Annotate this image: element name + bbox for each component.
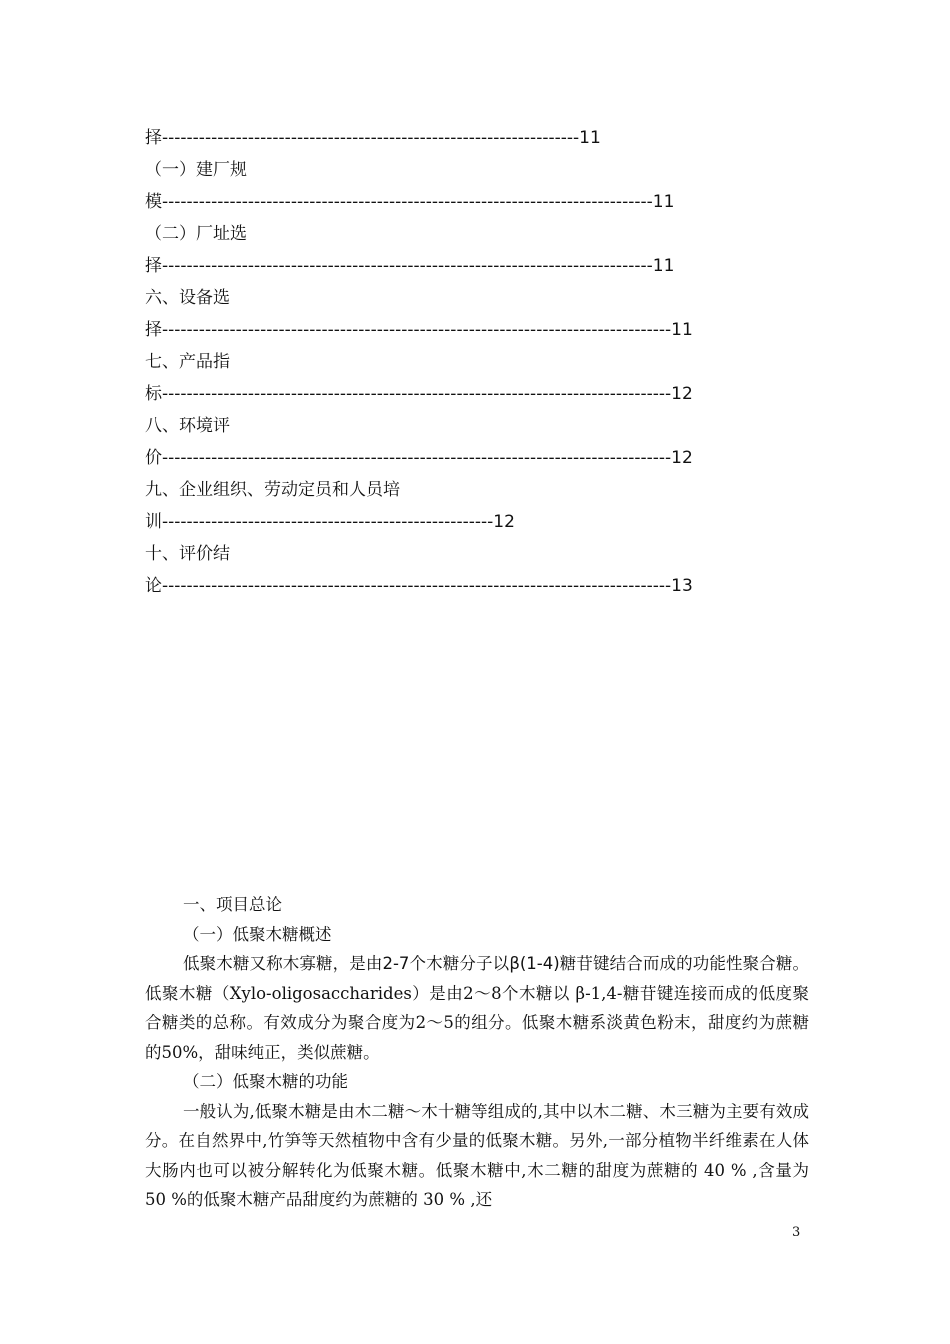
toc-line: 六、设备选 — [145, 288, 230, 308]
paragraph: 低聚木糖又称木寡糖，是由2-7个木糖分子以β(1-4)糖苷键结合而成的功能性聚合糖。 低聚木糖（Xylo-oligosaccharides）是由2～8个木糖以 β-1,4-糖苷键连接而成的低度聚合糖类的总称。有效成分为聚合度为2～5的组分。低聚木糖系淡黄色粉末，甜度约为蔗糖的50%，甜味纯正，类似蔗糖。 — [145, 954, 810, 1062]
paragraph: 一般认为,低聚木糖是由木二糖～木十糖等组成的,其中以木二糖、木三糖为主要有效成分。在自然界中,竹笋等天然植物中含有少量的低聚木糖。另外,一部分植物半纤维素在人体大肠内也可以被分解转化为低聚木糖。低聚木糖中,木二糖的甜度为蔗糖的 40 % ,含量为 50 %的低聚木糖产品甜度约为蔗糖的 30 % ,还 — [145, 1101, 809, 1209]
toc-line: 九、企业组织、劳动定员和人员培 — [145, 480, 400, 500]
toc-line: 择-----------------------------------------------------------------------------------11 — [145, 320, 693, 340]
toc-page-number: 12 — [671, 384, 693, 404]
toc-line: 择--------------------------------------------------------------------------------11 — [145, 256, 675, 276]
toc-line: （一）建厂规 — [145, 160, 247, 180]
toc-line: 七、产品指 — [145, 352, 230, 372]
subsection-heading: （二）低聚木糖的功能 — [183, 1072, 348, 1091]
toc-line: 价-----------------------------------------------------------------------------------12 — [145, 448, 693, 468]
toc-line: 标-----------------------------------------------------------------------------------12 — [145, 384, 693, 404]
toc-page-number: 11 — [671, 320, 693, 340]
toc-page-number: 11 — [579, 128, 601, 148]
toc-page-number: 11 — [652, 256, 675, 276]
toc-line: （二）厂址选 — [145, 224, 247, 244]
toc-page-number: 12 — [671, 448, 693, 468]
toc-page-number: 12 — [493, 512, 515, 532]
toc-line: 模--------------------------------------------------------------------------------11 — [145, 192, 675, 212]
toc-page-number: 11 — [652, 192, 675, 212]
toc-page-number: 13 — [671, 576, 693, 596]
toc-line: 训------------------------------------------------------12 — [145, 512, 515, 532]
toc-line: 八、环境评 — [145, 416, 230, 436]
toc-line: 择--------------------------------------------------------------------11 — [145, 128, 601, 148]
page-number: 3 — [792, 1225, 801, 1240]
subsection-heading: （一）低聚木糖概述 — [183, 924, 332, 944]
toc-line: 十、评价结 — [145, 544, 230, 564]
table-of-contents — [145, 122, 845, 602]
toc-line: 论-----------------------------------------------------------------------------------13 — [145, 576, 693, 596]
section-heading: 一、项目总论 — [183, 895, 282, 914]
body-text — [145, 890, 809, 1215]
